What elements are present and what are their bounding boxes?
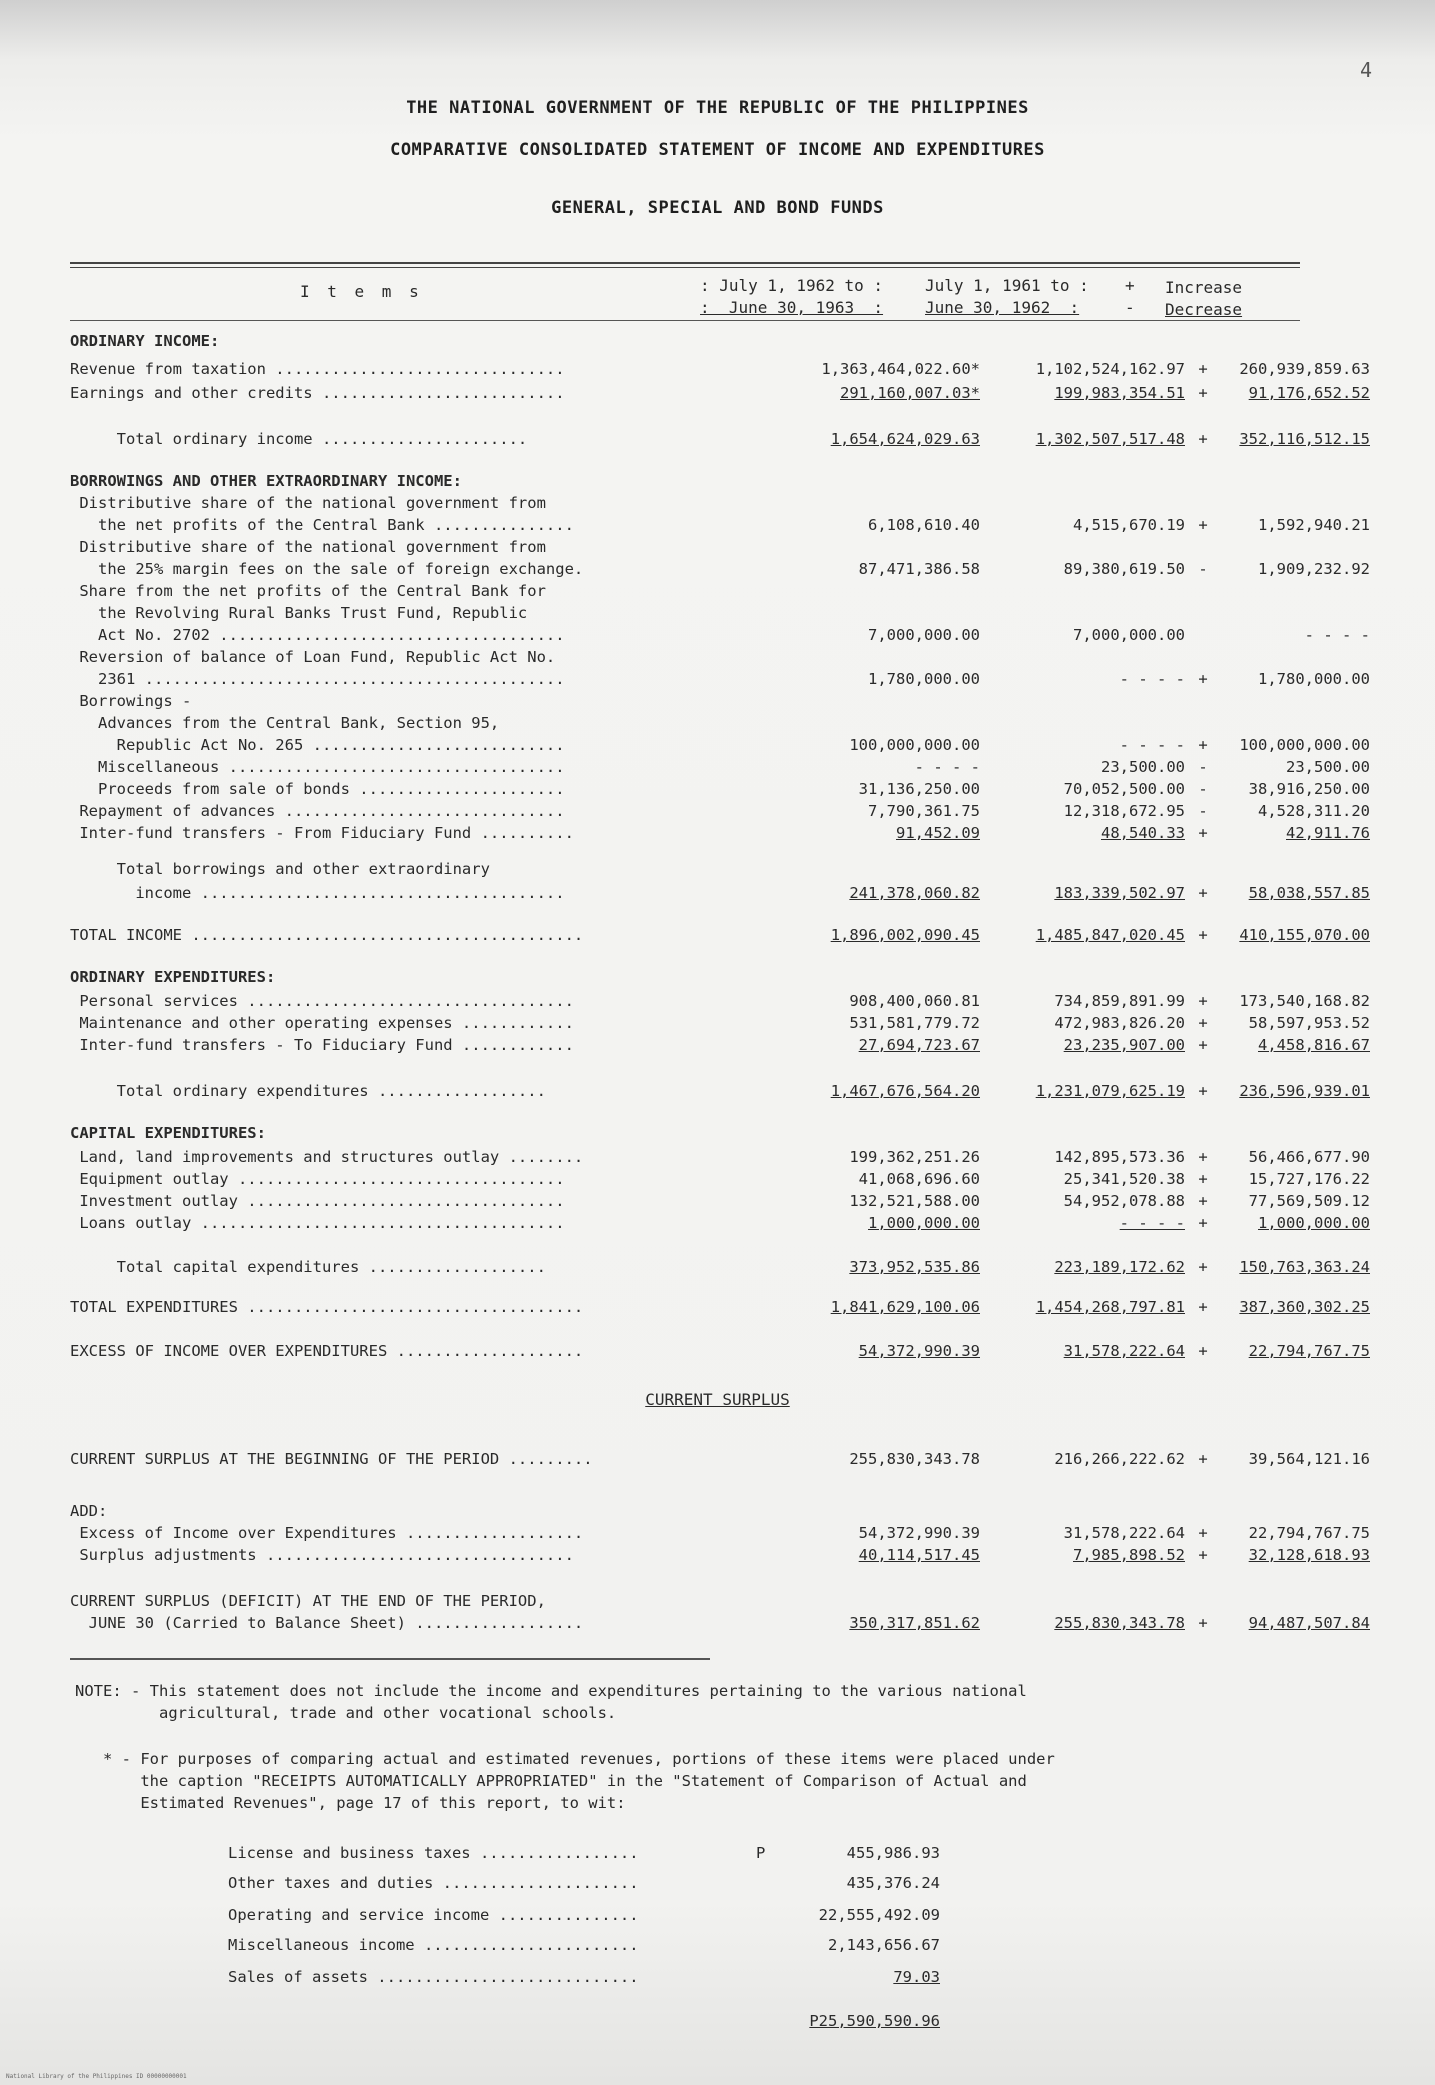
- change-sign: +: [1198, 1524, 1208, 1542]
- value-change: - - - -: [1304, 626, 1370, 644]
- row-label: CURRENT SURPLUS AT THE BEGINNING OF THE PERIOD .........: [70, 1450, 593, 1468]
- value-change: 39,564,121.16: [1248, 1450, 1370, 1468]
- value-fy1963: - - - -: [914, 758, 980, 776]
- value-fy1963: 1,000,000.00: [868, 1214, 980, 1232]
- column-header-2063-l2: : June 30, 1963 :: [700, 298, 884, 317]
- peso-symbol: P: [756, 1844, 766, 1862]
- value-change: 58,597,953.52: [1248, 1014, 1370, 1032]
- header-top-rule-2: [70, 267, 1300, 268]
- value-fy1963: 1,841,629,100.06: [830, 1298, 980, 1316]
- row-label: Advances from the Central Bank, Section 95,: [70, 714, 500, 732]
- value-fy1963: 132,521,588.00: [849, 1192, 980, 1210]
- row-label: Surplus adjustments .................................: [70, 1546, 574, 1564]
- table-row: [70, 712, 1320, 734]
- value-fy1962: 472,983,826.20: [1054, 1014, 1185, 1032]
- table-row: [70, 1122, 1320, 1144]
- row-label: ORDINARY EXPENDITURES:: [70, 968, 276, 986]
- change-sign: +: [1198, 430, 1208, 448]
- row-label: Loans outlay .......................................: [70, 1214, 565, 1232]
- value-fy1962: 7,985,898.52: [1073, 1546, 1185, 1564]
- change-sign: -: [1198, 802, 1208, 820]
- value-fy1963: 31,136,250.00: [858, 780, 980, 798]
- row-label: EXCESS OF INCOME OVER EXPENDITURES ....................: [70, 1342, 584, 1360]
- value-fy1962: 48,540.33: [1101, 824, 1185, 842]
- schedule-value: 79.03: [893, 1968, 940, 1986]
- notes-divider: [70, 1658, 710, 1660]
- value-fy1963: 91,452.09: [896, 824, 980, 842]
- value-fy1962: 183,339,502.97: [1054, 884, 1185, 902]
- table-row: [70, 536, 1320, 558]
- schedule-value: 435,376.24: [846, 1874, 940, 1892]
- row-label: Total ordinary expenditures ..................: [70, 1082, 546, 1100]
- table-row: [70, 382, 1370, 404]
- schedule-total-row: [228, 2010, 940, 2032]
- row-label: Land, land improvements and structures outlay ........: [70, 1148, 584, 1166]
- row-label: the net profits of the Central Bank ...............: [70, 516, 574, 534]
- schedule-value: 455,986.93: [846, 1844, 940, 1862]
- row-label: income .......................................: [70, 884, 565, 902]
- table-row: [70, 800, 1370, 822]
- value-change: 150,763,363.24: [1239, 1258, 1370, 1276]
- table-row: [70, 668, 1370, 690]
- value-change: 1,000,000.00: [1258, 1214, 1370, 1232]
- row-label: Reversion of balance of Loan Fund, Republic Act No.: [70, 648, 556, 666]
- page-number: 4: [1360, 58, 1373, 82]
- change-sign: +: [1198, 1342, 1208, 1360]
- value-fy1962: 23,500.00: [1101, 758, 1185, 776]
- table-row: [70, 646, 1320, 668]
- value-change: 42,911.76: [1286, 824, 1370, 842]
- value-fy1962: 31,578,222.64: [1063, 1342, 1185, 1360]
- footer-text: National Library of the Philippines ID 00000000001: [6, 2073, 187, 2080]
- change-sign: +: [1198, 1298, 1208, 1316]
- table-row: [70, 558, 1370, 580]
- value-change: 58,038,557.85: [1248, 884, 1370, 902]
- value-change: 22,794,767.75: [1248, 1524, 1370, 1542]
- table-row: [70, 1212, 1370, 1234]
- current-surplus-title: CURRENT SURPLUS: [645, 1390, 790, 1409]
- value-fy1962: - - - -: [1119, 736, 1185, 754]
- table-row: [70, 514, 1370, 536]
- value-fy1962: 4,515,670.19: [1073, 516, 1185, 534]
- row-label: Total borrowings and other extraordinary: [70, 860, 490, 878]
- value-fy1963: 40,114,517.45: [858, 1546, 980, 1564]
- row-label: Revenue from taxation ...............................: [70, 360, 565, 378]
- note-1-line-2: agricultural, trade and other vocational schools.: [75, 1704, 617, 1722]
- note-1-line-1: NOTE: - This statement does not include the income and expenditures pertaining to the various national: [75, 1682, 1027, 1700]
- table-row: [70, 358, 1370, 380]
- table-row: [70, 624, 1370, 646]
- value-fy1963: 908,400,060.81: [849, 992, 980, 1010]
- row-label: Investment outlay ..................................: [70, 1192, 565, 1210]
- column-header-2062-l1: July 1, 1961 to :: [925, 276, 1089, 295]
- value-change: 352,116,512.15: [1239, 430, 1370, 448]
- value-fy1962: - - - -: [1119, 670, 1185, 688]
- value-fy1963: 7,790,361.75: [868, 802, 980, 820]
- row-label: Equipment outlay ...................................: [70, 1170, 565, 1188]
- value-fy1962: 89,380,619.50: [1063, 560, 1185, 578]
- row-label: BORROWINGS AND OTHER EXTRAORDINARY INCOME:: [70, 472, 462, 490]
- column-header-increase: Increase: [1165, 278, 1243, 297]
- row-label: 2361 .............................................: [70, 670, 565, 688]
- value-fy1962: 142,895,573.36: [1054, 1148, 1185, 1166]
- value-fy1963: 54,372,990.39: [858, 1524, 980, 1542]
- value-fy1963: 199,362,251.26: [849, 1148, 980, 1166]
- value-fy1962: 1,231,079,625.19: [1035, 1082, 1185, 1100]
- row-label: CAPITAL EXPENDITURES:: [70, 1124, 266, 1142]
- change-sign: +: [1198, 384, 1208, 402]
- change-sign: +: [1198, 1192, 1208, 1210]
- value-fy1962: 70,052,500.00: [1063, 780, 1185, 798]
- value-fy1962: 1,454,268,797.81: [1035, 1298, 1185, 1316]
- row-label: Total capital expenditures ...................: [70, 1258, 546, 1276]
- schedule-total: P25,590,590.96: [809, 2012, 940, 2030]
- change-sign: -: [1198, 780, 1208, 798]
- row-label: Earnings and other credits ..........................: [70, 384, 565, 402]
- change-sign: +: [1198, 1036, 1208, 1054]
- table-row: [70, 580, 1320, 602]
- value-fy1962: 7,000,000.00: [1073, 626, 1185, 644]
- value-fy1963: 100,000,000.00: [849, 736, 980, 754]
- value-change: 77,569,509.12: [1248, 1192, 1370, 1210]
- change-sign: +: [1198, 1214, 1208, 1232]
- value-fy1962: 1,485,847,020.45: [1035, 926, 1185, 944]
- value-fy1962: 734,859,891.99: [1054, 992, 1185, 1010]
- table-row: [70, 330, 1320, 352]
- table-row: [70, 1168, 1370, 1190]
- value-fy1963: 6,108,610.40: [868, 516, 980, 534]
- value-fy1962: 1,302,507,517.48: [1035, 430, 1185, 448]
- row-label: Act No. 2702 .....................................: [70, 626, 565, 644]
- value-fy1963: 41,068,696.60: [858, 1170, 980, 1188]
- row-label: Maintenance and other operating expenses ............: [70, 1014, 574, 1032]
- row-label: the Revolving Rural Banks Trust Fund, Republic: [70, 604, 528, 622]
- value-change: 173,540,168.82: [1239, 992, 1370, 1010]
- row-label: Inter-fund transfers - From Fiduciary Fund ..........: [70, 824, 574, 842]
- value-change: 23,500.00: [1286, 758, 1370, 776]
- row-label: Republic Act No. 265 ...........................: [70, 736, 565, 754]
- table-row: [70, 1146, 1370, 1168]
- change-sign: +: [1198, 926, 1208, 944]
- value-change: 56,466,677.90: [1248, 1148, 1370, 1166]
- note-2-line-3: Estimated Revenues", page 17 of this report, to wit:: [75, 1794, 626, 1812]
- surplus-row: [70, 1448, 1370, 1470]
- value-change: 91,176,652.52: [1248, 384, 1370, 402]
- table-row: [70, 882, 1370, 904]
- value-change: 1,780,000.00: [1258, 670, 1370, 688]
- surplus-row: [70, 1544, 1370, 1566]
- table-row: [70, 602, 1320, 624]
- value-fy1963: 531,581,779.72: [849, 1014, 980, 1032]
- column-header-sign-l2: -: [1125, 298, 1135, 317]
- value-fy1962: 54,952,078.88: [1063, 1192, 1185, 1210]
- row-label: CURRENT SURPLUS (DEFICIT) AT THE END OF THE PERIOD,: [70, 1592, 546, 1610]
- value-fy1962: 12,318,672.95: [1063, 802, 1185, 820]
- change-sign: +: [1198, 1014, 1208, 1032]
- schedule-label: License and business taxes .................: [228, 1844, 639, 1862]
- value-change: 94,487,507.84: [1248, 1614, 1370, 1632]
- change-sign: +: [1198, 1450, 1208, 1468]
- value-change: 38,916,250.00: [1248, 780, 1370, 798]
- row-label: Repayment of advances ..............................: [70, 802, 565, 820]
- value-fy1963: 373,952,535.86: [849, 1258, 980, 1276]
- column-header-2062-l2: June 30, 1962 :: [925, 298, 1080, 317]
- change-sign: +: [1198, 1170, 1208, 1188]
- schedule-row: [228, 1966, 940, 1988]
- value-fy1963: 54,372,990.39: [858, 1342, 980, 1360]
- change-sign: +: [1198, 736, 1208, 754]
- note-2-line-2: the caption "RECEIPTS AUTOMATICALLY APPROPRIATED" in the "Statement of Comparison of Actual and: [75, 1772, 1027, 1790]
- value-fy1963: 1,467,676,564.20: [830, 1082, 980, 1100]
- table-row: [70, 822, 1370, 844]
- column-header-sign-l1: +: [1125, 276, 1135, 295]
- schedule-row: [228, 1842, 940, 1864]
- change-sign: +: [1198, 884, 1208, 902]
- surplus-row: [70, 1500, 1320, 1522]
- row-label: Excess of Income over Expenditures ...................: [70, 1524, 584, 1542]
- row-label: Personal services ...................................: [70, 992, 574, 1010]
- change-sign: +: [1198, 670, 1208, 688]
- row-label: Distributive share of the national government from: [70, 538, 546, 556]
- header-top-rule: [70, 262, 1300, 264]
- value-change: 410,155,070.00: [1239, 926, 1370, 944]
- table-row: [70, 1340, 1370, 1362]
- value-fy1963: 1,654,624,029.63: [830, 430, 980, 448]
- value-fy1963: 255,830,343.78: [849, 1450, 980, 1468]
- table-row: [70, 492, 1320, 514]
- schedule-row: [228, 1934, 940, 1956]
- schedule-value: 22,555,492.09: [818, 1906, 940, 1924]
- value-fy1963: 7,000,000.00: [868, 626, 980, 644]
- table-row: [70, 1012, 1370, 1034]
- value-change: 4,458,816.67: [1258, 1036, 1370, 1054]
- change-sign: +: [1198, 1148, 1208, 1166]
- row-label: JUNE 30 (Carried to Balance Sheet) ..................: [70, 1614, 584, 1632]
- row-label: Total ordinary income ......................: [70, 430, 528, 448]
- value-change: 4,528,311.20: [1258, 802, 1370, 820]
- value-fy1962: 255,830,343.78: [1054, 1614, 1185, 1632]
- change-sign: +: [1198, 1614, 1208, 1632]
- schedule-label: Operating and service income ...............: [228, 1906, 639, 1924]
- value-change: 1,592,940.21: [1258, 516, 1370, 534]
- change-sign: +: [1198, 516, 1208, 534]
- value-fy1962: 216,266,222.62: [1054, 1450, 1185, 1468]
- value-change: 260,939,859.63: [1239, 360, 1370, 378]
- value-fy1963: 1,896,002,090.45: [830, 926, 980, 944]
- table-row: [70, 1034, 1370, 1056]
- title-line-3: GENERAL, SPECIAL AND BOND FUNDS: [551, 198, 884, 218]
- table-row: [70, 1190, 1370, 1212]
- title-line-1: THE NATIONAL GOVERNMENT OF THE REPUBLIC OF THE PHILIPPINES: [406, 98, 1029, 118]
- row-label: Borrowings -: [70, 692, 192, 710]
- schedule-row: [228, 1872, 940, 1894]
- column-header-items: I t e m s: [300, 282, 423, 301]
- value-fy1963: 291,160,007.03*: [840, 384, 980, 402]
- value-fy1962: 31,578,222.64: [1063, 1524, 1185, 1542]
- table-row: [70, 470, 1320, 492]
- row-label: Proceeds from sale of bonds ......................: [70, 780, 565, 798]
- row-label: TOTAL INCOME ..........................................: [70, 926, 584, 944]
- note-2-line-1: * - For purposes of comparing actual and estimated revenues, portions of these items were placed under: [75, 1750, 1055, 1768]
- value-change: 100,000,000.00: [1239, 736, 1370, 754]
- column-header-2063-l1: : July 1, 1962 to :: [700, 276, 884, 295]
- schedule-label: Miscellaneous income .......................: [228, 1936, 639, 1954]
- change-sign: +: [1198, 1082, 1208, 1100]
- row-label: Inter-fund transfers - To Fiduciary Fund ............: [70, 1036, 574, 1054]
- change-sign: +: [1198, 1258, 1208, 1276]
- row-label: Miscellaneous ....................................: [70, 758, 565, 776]
- value-fy1962: 23,235,907.00: [1063, 1036, 1185, 1054]
- value-change: 22,794,767.75: [1248, 1342, 1370, 1360]
- value-fy1962: 25,341,520.38: [1063, 1170, 1185, 1188]
- table-row: [70, 428, 1370, 450]
- value-fy1963: 27,694,723.67: [858, 1036, 980, 1054]
- value-fy1962: - - - -: [1119, 1214, 1185, 1232]
- table-row: [70, 1256, 1370, 1278]
- table-row: [70, 858, 1320, 880]
- title-line-2: COMPARATIVE CONSOLIDATED STATEMENT OF INCOME AND EXPENDITURES: [390, 140, 1045, 160]
- value-fy1963: 87,471,386.58: [858, 560, 980, 578]
- value-change: 15,727,176.22: [1248, 1170, 1370, 1188]
- column-header-decrease: Decrease: [1165, 300, 1243, 319]
- table-row: [70, 1080, 1370, 1102]
- change-sign: +: [1198, 824, 1208, 842]
- table-row: [70, 690, 1320, 712]
- value-fy1962: 199,983,354.51: [1054, 384, 1185, 402]
- header-bottom-rule: [70, 320, 1300, 321]
- row-label: Distributive share of the national government from: [70, 494, 546, 512]
- value-fy1962: 223,189,172.62: [1054, 1258, 1185, 1276]
- value-fy1963: 1,780,000.00: [868, 670, 980, 688]
- table-row: [70, 1296, 1370, 1318]
- value-fy1963: 241,378,060.82: [849, 884, 980, 902]
- table-row: [70, 966, 1320, 988]
- value-fy1962: 1,102,524,162.97: [1035, 360, 1185, 378]
- row-label: Share from the net profits of the Central Bank for: [70, 582, 546, 600]
- surplus-row: [70, 1522, 1370, 1544]
- change-sign: +: [1198, 1546, 1208, 1564]
- table-row: [70, 990, 1370, 1012]
- table-row: [70, 756, 1370, 778]
- value-change: 387,360,302.25: [1239, 1298, 1370, 1316]
- schedule-row: [228, 1904, 940, 1926]
- value-fy1963: 1,363,464,022.60*: [821, 360, 980, 378]
- table-row: [70, 734, 1370, 756]
- schedule-value: 2,143,656.67: [828, 1936, 940, 1954]
- schedule-label: Other taxes and duties .....................: [228, 1874, 639, 1892]
- change-sign: +: [1198, 360, 1208, 378]
- row-label: ADD:: [70, 1502, 108, 1520]
- table-row: [70, 778, 1370, 800]
- change-sign: +: [1198, 992, 1208, 1010]
- value-change: 236,596,939.01: [1239, 1082, 1370, 1100]
- value-change: 32,128,618.93: [1248, 1546, 1370, 1564]
- surplus-row: [70, 1612, 1370, 1634]
- value-change: 1,909,232.92: [1258, 560, 1370, 578]
- surplus-row: [70, 1590, 1320, 1612]
- schedule-label: Sales of assets ............................: [228, 1968, 639, 1986]
- table-row: [70, 924, 1370, 946]
- row-label: ORDINARY INCOME:: [70, 332, 220, 350]
- row-label: TOTAL EXPENDITURES ....................................: [70, 1298, 584, 1316]
- change-sign: -: [1198, 758, 1208, 776]
- value-fy1963: 350,317,851.62: [849, 1614, 980, 1632]
- change-sign: -: [1198, 560, 1208, 578]
- row-label: the 25% margin fees on the sale of foreign exchange.: [70, 560, 584, 578]
